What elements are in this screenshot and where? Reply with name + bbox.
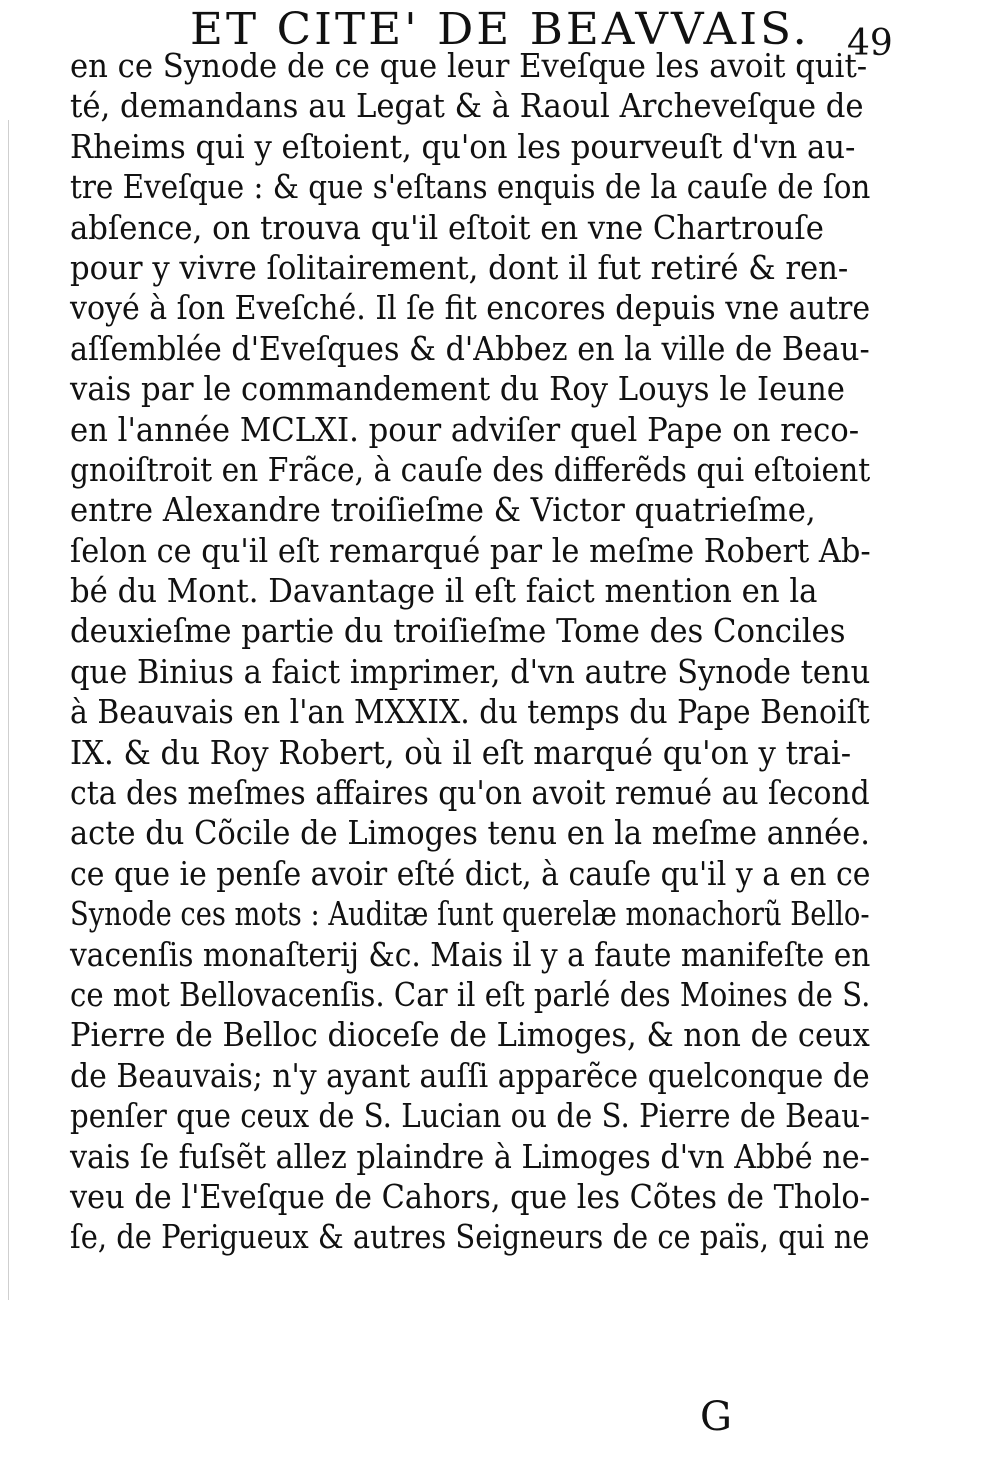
text-line: ce que ie penſe avoir eſté dict, à cauſe qu'il y a en ce xyxy=(70,853,871,893)
text-line: deuxieſme partie du troiſieſme Tome des Conciles xyxy=(70,611,846,651)
text-line: acte du Cõcile de Limoges tenu en la meſme année. xyxy=(70,813,870,853)
text-line: penſer que ceux de S. Lucian ou de S. Pierre de Beau- xyxy=(70,1096,870,1136)
text-line: ce mot Bellovacenſis. Car il eſt parlé des Moines de S. xyxy=(70,974,871,1014)
text-line: gnoiſtroit en Frãce, à cauſe des differẽds qui eſtoient xyxy=(70,449,871,489)
text-line: abſence, on trouva qu'il eſtoit en vne Chartrouſe xyxy=(70,207,824,247)
text-line: à Beauvais en l'an MXXIX. du temps du Pape Benoiſt xyxy=(70,692,870,732)
text-line: voyé à ſon Eveſché. Il ſe fit encores depuis vne autre xyxy=(70,288,871,328)
text-line: en ce Synode de ce que leur Eveſque les avoit quit- xyxy=(70,46,868,85)
running-head: ET CITE' DE BEAVVAIS. xyxy=(190,4,810,55)
text-line: Synode ces mots : Auditæ ſunt querelæ monachorũ Bello- xyxy=(70,894,870,934)
text-line: ſe, de Perigueux & autres Seigneurs de ce païs, qui ne xyxy=(70,1217,870,1257)
text-line: veu de l'Eveſque de Cahors, que les Cõtes de Tholo- xyxy=(70,1176,870,1216)
page-number: 49 xyxy=(847,23,893,64)
text-line: de Beauvais; n'y ayant auſſi apparẽce quelconque de xyxy=(70,1055,870,1095)
text-line: Rheims qui y eſtoient, qu'on les pourveuſt d'vn au- xyxy=(70,126,856,166)
text-line: vais ſe fuſsẽt allez plaindre à Limoges d'vn Abbé ne- xyxy=(70,1136,870,1176)
text-line: té, demandans au Legat & à Raoul Archeveſque de xyxy=(70,86,864,126)
text-line: cta des meſmes affaires qu'on avoit remué au ſecond xyxy=(70,773,870,813)
text-line: en l'année MCLXI. pour adviſer quel Pape on reco- xyxy=(70,409,860,449)
text-line: bé du Mont. Davantage il eſt faict mention en la xyxy=(70,571,818,611)
text-line: pour y vivre ſolitairement, dont il fut retiré & ren- xyxy=(70,247,849,287)
text-line: vacenſis monaſterij &c. Mais il y a faute manifeſte en xyxy=(70,934,871,974)
text-line: ſelon ce qu'il eſt remarqué par le meſme Robert Ab- xyxy=(70,530,871,570)
text-line: tre Eveſque : & que s'eſtans enquis de la cauſe de ſon xyxy=(70,167,871,207)
text-line: Pierre de Belloc dioceſe de Limoges, & non de ceux xyxy=(70,1015,870,1055)
body-text xyxy=(70,46,930,1258)
signature-mark: G xyxy=(700,1394,732,1440)
text-line: IX. & du Roy Robert, où il eſt marqué qu'on y trai- xyxy=(70,732,852,772)
text-line: entre Alexandre troiſieſme & Victor quatrieſme, xyxy=(70,490,816,530)
gutter-edge xyxy=(8,120,9,1300)
text-line: que Binius a faict imprimer, d'vn autre Synode tenu xyxy=(70,651,871,691)
text-line: vais par le commandement du Roy Louys le Ieune xyxy=(70,369,845,409)
text-line: aſſemblée d'Eveſques & d'Abbez en la ville de Beau- xyxy=(70,328,870,368)
